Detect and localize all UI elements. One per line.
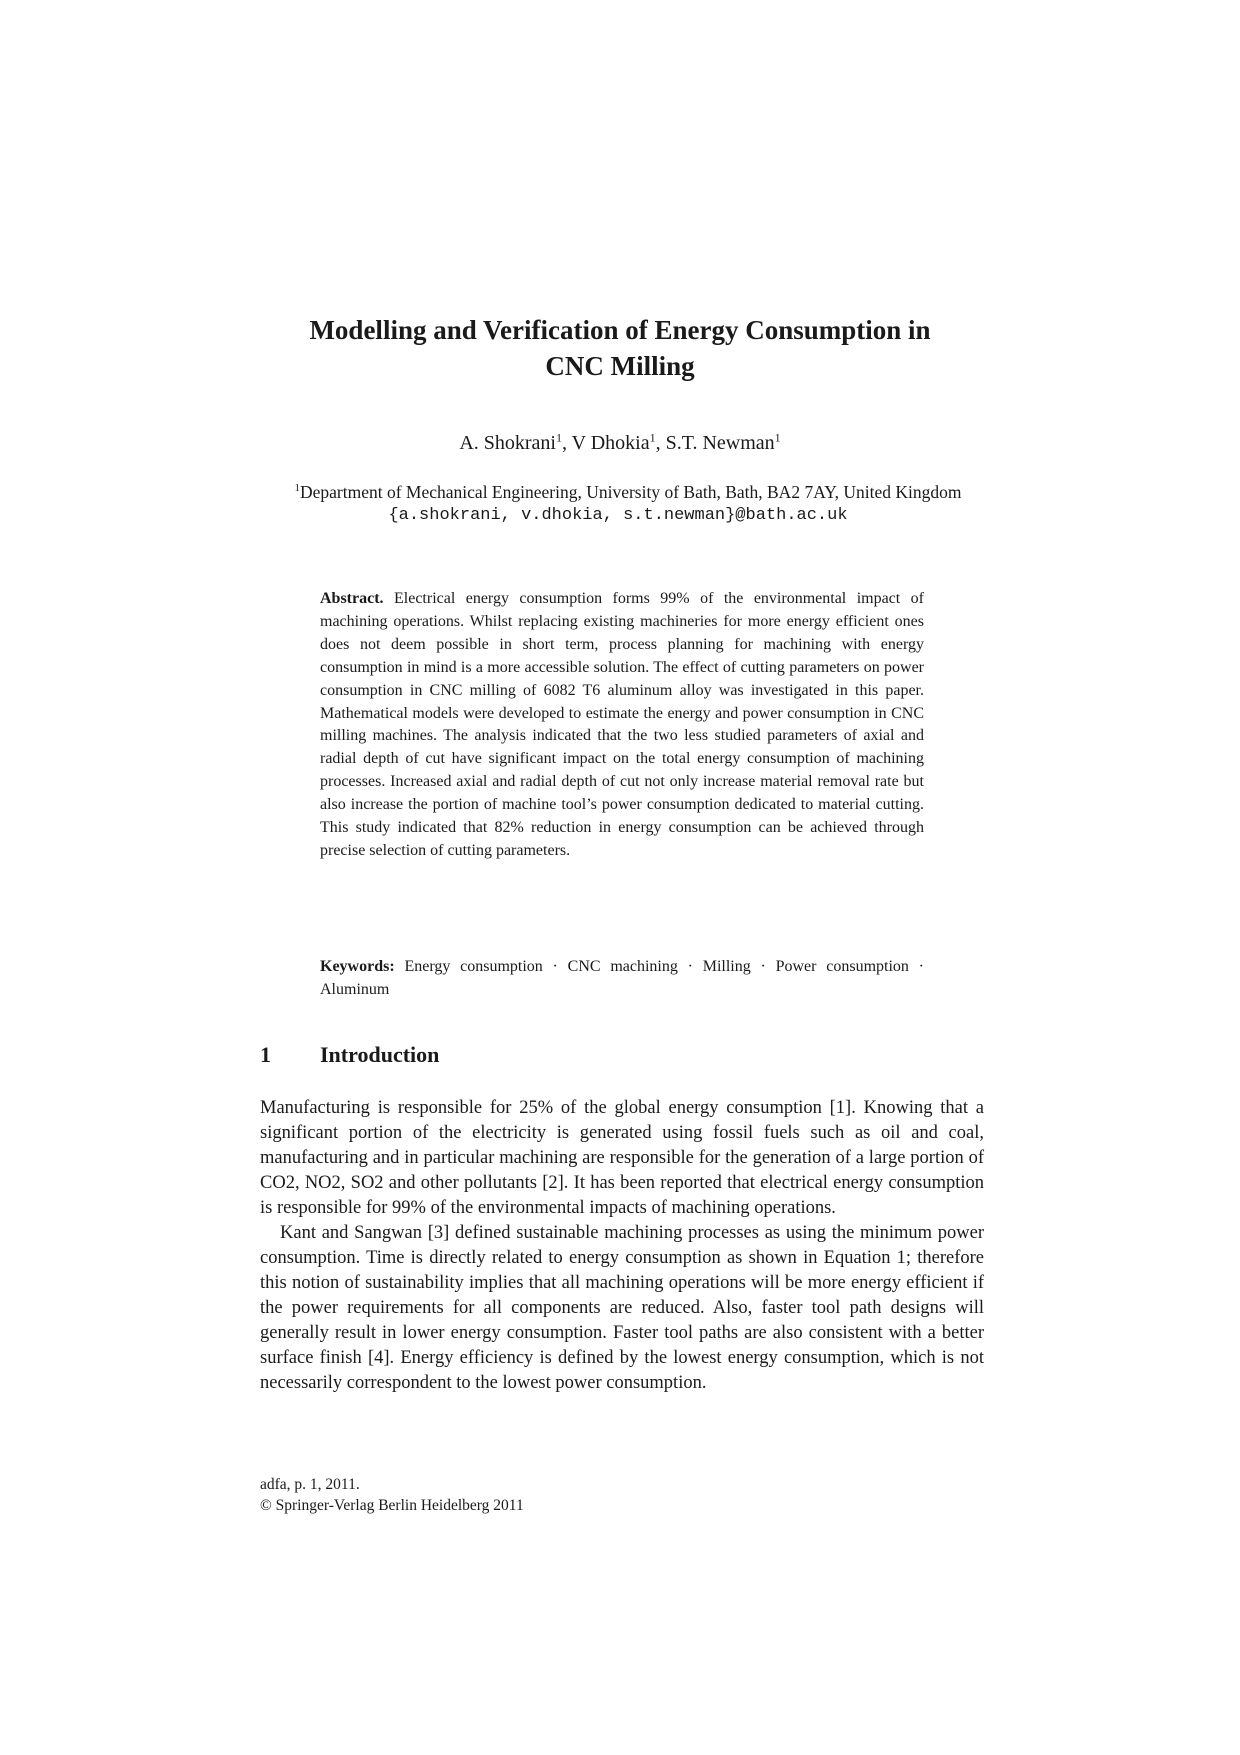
footnote [260, 1474, 760, 1516]
paragraph: Manufacturing is responsible for 25% of the global energy consumption [1]. Knowing that a significant portion of the electricity is generated using fossil fuels such as oil and coal, manufacturing and in particular machining are responsible for the generation of a large portion of CO2, NO2, SO2 and other pollutants [2]. It has been reported that electrical energy consumption is responsible for 99% of the environmental impacts of machining operations. [260, 1098, 984, 1218]
footnote-copyright: © Springer-Verlag Berlin Heidelberg 2011 [260, 1497, 524, 1514]
author-list [230, 430, 1010, 456]
paragraph: Kant and Sangwan [3] defined sustainable machining processes as using the minimum power consumption. Time is directly related to energy consumption as shown in Equation 1; therefore this notion of sustainability implies that all machining operations will be more energy efficient if the power requirements for all components are reduced. Also, faster tool path designs will generally result in lower energy consumption. Faster tool paths are also consistent with a better surface finish [4]. Energy efficiency is defined by the lowest energy consumption, which is not necessarily correspondent to the lowest power consumption. [260, 1223, 984, 1393]
affiliation [258, 480, 998, 504]
title-line-2: CNC Milling [545, 351, 695, 381]
author-name: S.T. Newman [665, 432, 775, 454]
author-separator: , [655, 432, 666, 454]
author-name: A. Shokrani [459, 432, 556, 454]
author-name: V Dhokia [571, 432, 650, 454]
section-heading [260, 1040, 960, 1070]
author-affiliation-mark: 1 [774, 430, 781, 445]
keywords-label: Keywords: [320, 958, 395, 975]
affiliation-text: Department of Mechanical Engineering, University of Bath, Bath, BA2 7AY, United Kingdom [300, 482, 962, 502]
abstract [320, 588, 924, 863]
title-line-1: Modelling and Verification of Energy Consumption in [309, 315, 931, 345]
keywords-text: Energy consumption · CNC machining · Milling · Power consumption · Aluminum [320, 958, 925, 998]
author-affiliation-mark: 1 [649, 430, 656, 445]
paper-title [230, 312, 1010, 384]
section-number: 1 [260, 1042, 271, 1067]
abstract-text: Electrical energy consumption forms 99% of the environmental impact of machining operations. Whilst replacing existing machineries for more energy efficient ones does not deem possible in short term, process planning for machining with energy consumption in mind is a more accessible solution. The effect of cutting parameters on power consumption in CNC milling of 6082 T6 aluminum alloy was investigated in this paper. Mathematical models were developed to estimate the energy and power consumption in CNC milling machines. The analysis indicated that the two less studied parameters of axial and radial depth of cut have significant impact on the total energy consumption of machining processes. Increased axial and radial depth of cut not only increase material removal rate but also increase the portion of machine tool’s power consumption dedicated to material cutting. This study indicated that 82% reduction in energy consumption can be achieved through precise selection of cutting parameters. [320, 590, 925, 859]
author-emails: {a.shokrani, v.dhokia, s.t.newman}@bath.ac.uk [388, 506, 848, 525]
author-separator: , [562, 432, 572, 454]
author-affiliation-mark: 1 [556, 430, 562, 445]
keywords [320, 955, 924, 1001]
footnote-citation: adfa, p. 1, 2011. [260, 1476, 360, 1493]
section-title: Introduction [320, 1042, 440, 1067]
section-body [260, 1096, 984, 1396]
abstract-label: Abstract. [320, 590, 384, 607]
affiliation-mark: 1 [294, 482, 300, 495]
